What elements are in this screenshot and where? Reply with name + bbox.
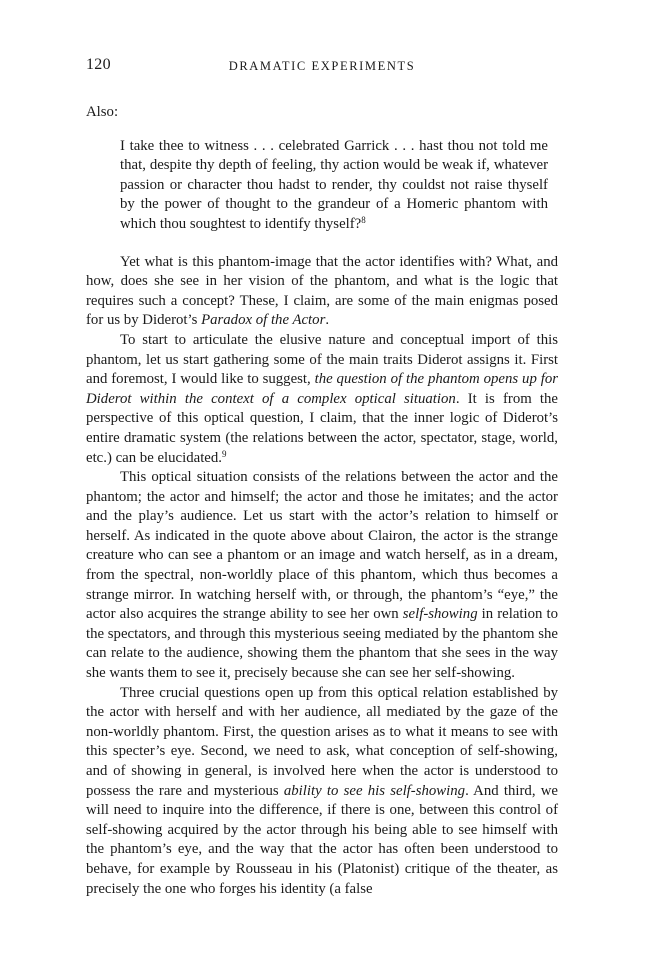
paragraph-3-emphasis: self-showing (402, 606, 478, 623)
paragraph-3 (86, 468, 558, 684)
quote-text: I take thee to witness . . . celebrated Garrick . . . hast thou not told me that, despite thy depth of feeling, thy action would be weak if, whatever passion or character thou hadst to render, thy couldst not raise thyself by the power of thought to the grandeur of a Homeric phantom with which thou soughtest to identify thyself? (120, 137, 548, 232)
paragraph-2-emphasis: the question of the phantom opens up for Diderot within the context of a complex optical situation (86, 371, 558, 407)
paragraph-4-text-a: Three crucial questions open up from this optical relation established by the actor with herself and with her audience, all mediated by the gaze of the non-worldly phantom. First, the question arises as to what it means to see with this specter’s eye. Second, we need to ask, what conception of self-showing, and of showing in general, is involved here when the actor is understood to possess the rare and mysterious (86, 684, 558, 799)
paragraph-1-text-a: Yet what is this phantom-image that the actor identifies with? What, and how, does she see in her vision of the phantom, and what is the logic that requires such a concept? These, I claim, are some of the main enigmas posed for us by Diderot’s (86, 253, 558, 329)
paragraph-4 (86, 684, 558, 900)
book-title: Paradox of the Actor (201, 312, 326, 329)
paragraph-2 (86, 331, 558, 468)
also-line: Also: (86, 104, 119, 120)
page-number: 120 (86, 56, 111, 73)
paragraph-1 (86, 253, 558, 331)
paragraph-4-emphasis: ability to see his self-showing (283, 782, 466, 799)
paragraph-3-text-a: This optical situation consists of the relations between the actor and the phantom; the actor and himself; the actor and those he imitates; and the actor and the play’s audience. Let us start with the actor’s relation to himself or herself. As indicated in the quote above about Clairon, the actor is the strange creature who can see a phantom or an image and watch herself, as in a dream, from the spectral, non-worldly place of this phantom, which thus becomes a strange mirror. In watching herself with, or through, the phantom’s “eye,” the actor also acquires the strange ability to see her own (86, 469, 558, 623)
body-text (86, 103, 558, 899)
footnote-ref-8: 8 (361, 214, 366, 225)
paragraph-2-text-b: . It is from the perspective of this optical question, I claim, that the inner logic of Diderot’s entire dramatic system (the relations between the actor, spectator, stage, world, etc.) can be elucidated. (86, 390, 558, 466)
running-head: DRAMATIC EXPERIMENTS (228, 59, 416, 73)
paragraph-1-text-b: . (325, 312, 330, 329)
footnote-ref-9: 9 (221, 448, 227, 459)
paragraph-4-text-b: . And third, we will need to inquire into the difference, if there is one, between this control of self-showing acquired by the actor through his being able to see himself with the phantom’s eye, and the way that the actor has often been understood to behave, for example by Rousseau in his (Platonist) critique of the theater, as precisely the one who forges his identity (a false (86, 782, 558, 897)
block-quote (120, 137, 548, 235)
paragraph-2-text-a: To start to articulate the elusive nature and conceptual import of this phantom, let us start gathering some of the main traits Diderot assigns it. First and foremost, I would like to suggest, (86, 331, 558, 388)
page-header (86, 56, 558, 80)
paragraph-3-text-b: in relation to the spectators, and through this mysterious seeing mediated by the phantom she can relate to the audience, showing them the phantom that she sees in the way she wants them to see it, precisely because she can see her self-showing. (86, 606, 559, 682)
